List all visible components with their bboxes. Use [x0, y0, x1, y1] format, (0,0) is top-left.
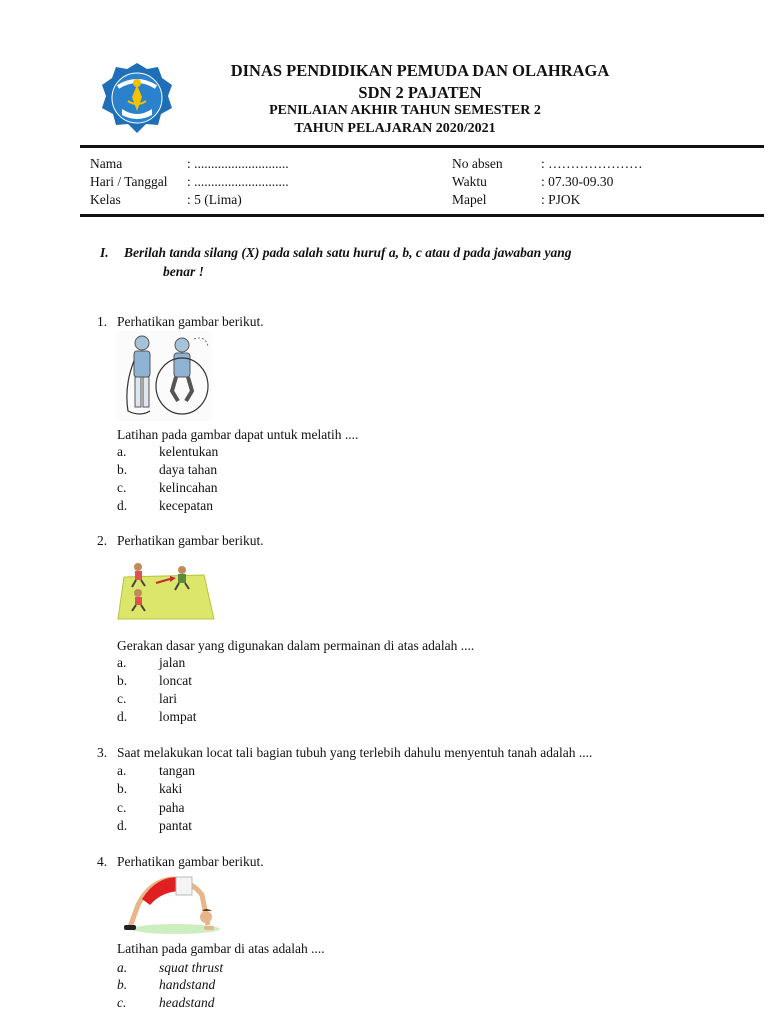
- instruction: [100, 243, 690, 281]
- q3-option-a-text: tangan: [159, 763, 195, 778]
- kelas-value: : 5 (Lima): [187, 192, 242, 207]
- absen-label: No absen: [452, 156, 503, 171]
- q2-option-c-letter: c.: [117, 691, 127, 706]
- nama-label: Nama: [90, 156, 123, 171]
- header-agency: DINAS PENDIDIKAN PEMUDA DAN OLAHRAGA: [230, 61, 610, 80]
- q3-option-a-letter: a.: [117, 763, 127, 778]
- q1-number: 1.: [97, 314, 108, 329]
- q2-option-b-text: loncat: [159, 673, 192, 688]
- q3-option-b-letter: b.: [117, 781, 128, 796]
- q2-option-b-letter: b.: [117, 673, 128, 688]
- q2-field-game-image: [116, 557, 216, 622]
- q1-question: Latihan pada gambar dapat untuk melatih ....: [117, 427, 359, 442]
- q2-option-a-letter: a.: [117, 655, 127, 670]
- q4-question: Latihan pada gambar di atas adalah ....: [117, 941, 325, 956]
- q4-option-c-letter: c.: [117, 995, 127, 1010]
- instruction-line2: benar !: [163, 264, 204, 279]
- header-exam: PENILAIAN AKHIR TAHUN SEMESTER 2: [269, 103, 541, 118]
- q4-option-b-text: handstand: [159, 977, 216, 992]
- q4-option-c-text: headstand: [159, 995, 215, 1010]
- q3-option-d-text: pantat: [159, 818, 192, 833]
- header-divider-bottom: [80, 214, 764, 217]
- q3-option-c-text: paha: [159, 800, 185, 815]
- q1-option-b-letter: b.: [117, 462, 128, 477]
- q1-option-a-letter: a.: [117, 444, 127, 459]
- q1-option-c-text: kelincahan: [159, 480, 218, 495]
- mapel-value: : PJOK: [541, 192, 581, 207]
- q3-option-b-text: kaki: [159, 781, 183, 796]
- q3-option-c-letter: c.: [117, 800, 127, 815]
- q2-option-c-text: lari: [159, 691, 177, 706]
- nama-value: : ............................: [187, 156, 289, 171]
- q1-option-a-text: kelentukan: [159, 444, 219, 459]
- q1-jump-rope-image: [116, 331, 212, 421]
- q2-option-a-text: jalan: [159, 655, 186, 670]
- header-year: TAHUN PELAJARAN 2020/2021: [294, 121, 496, 136]
- q4-option-a-letter: a.: [117, 960, 128, 975]
- q1-option-d-letter: d.: [117, 498, 128, 513]
- q3-question: Saat melakukan locat tali bagian tubuh yang terlebih dahulu menyentuh tanah adalah ....: [117, 745, 593, 760]
- q1-option-d-text: kecepatan: [159, 498, 213, 513]
- q1-intro: Perhatikan gambar berikut.: [117, 314, 264, 329]
- q2-number: 2.: [97, 533, 108, 548]
- hari-label: Hari / Tanggal: [90, 174, 168, 189]
- header-school: SDN 2 PAJATEN: [358, 83, 482, 102]
- q4-option-b-letter: b.: [117, 977, 128, 992]
- hari-value: : ............................: [187, 174, 289, 189]
- waktu-label: Waktu: [452, 174, 487, 189]
- q3-number: 3.: [97, 745, 108, 760]
- q1-option-b-text: daya tahan: [159, 462, 218, 477]
- q2-intro: Perhatikan gambar berikut.: [117, 533, 264, 548]
- waktu-value: : 07.30-09.30: [541, 174, 614, 189]
- q4-option-a-text: squat thrust: [159, 960, 224, 975]
- q2-question: Gerakan dasar yang digunakan dalam permainan di atas adalah ....: [117, 638, 475, 653]
- q4-number: 4.: [97, 854, 108, 869]
- q3-option-d-letter: d.: [117, 818, 128, 833]
- instruction-line1: Berilah tanda silang (X) pada salah satu huruf a, b, c atau d pada jawaban yang: [124, 245, 572, 260]
- mapel-label: Mapel: [452, 192, 487, 207]
- q1-option-c-letter: c.: [117, 480, 127, 495]
- kelas-label: Kelas: [90, 192, 121, 207]
- header-divider-top: [80, 145, 764, 148]
- q4-intro: Perhatikan gambar berikut.: [117, 854, 264, 869]
- q2-option-d-letter: d.: [117, 709, 128, 724]
- instruction-number: I.: [100, 245, 109, 260]
- absen-value: : …………………: [541, 156, 643, 171]
- q4-bridge-pose-image: [116, 871, 220, 935]
- q2-option-d-text: lompat: [159, 709, 197, 724]
